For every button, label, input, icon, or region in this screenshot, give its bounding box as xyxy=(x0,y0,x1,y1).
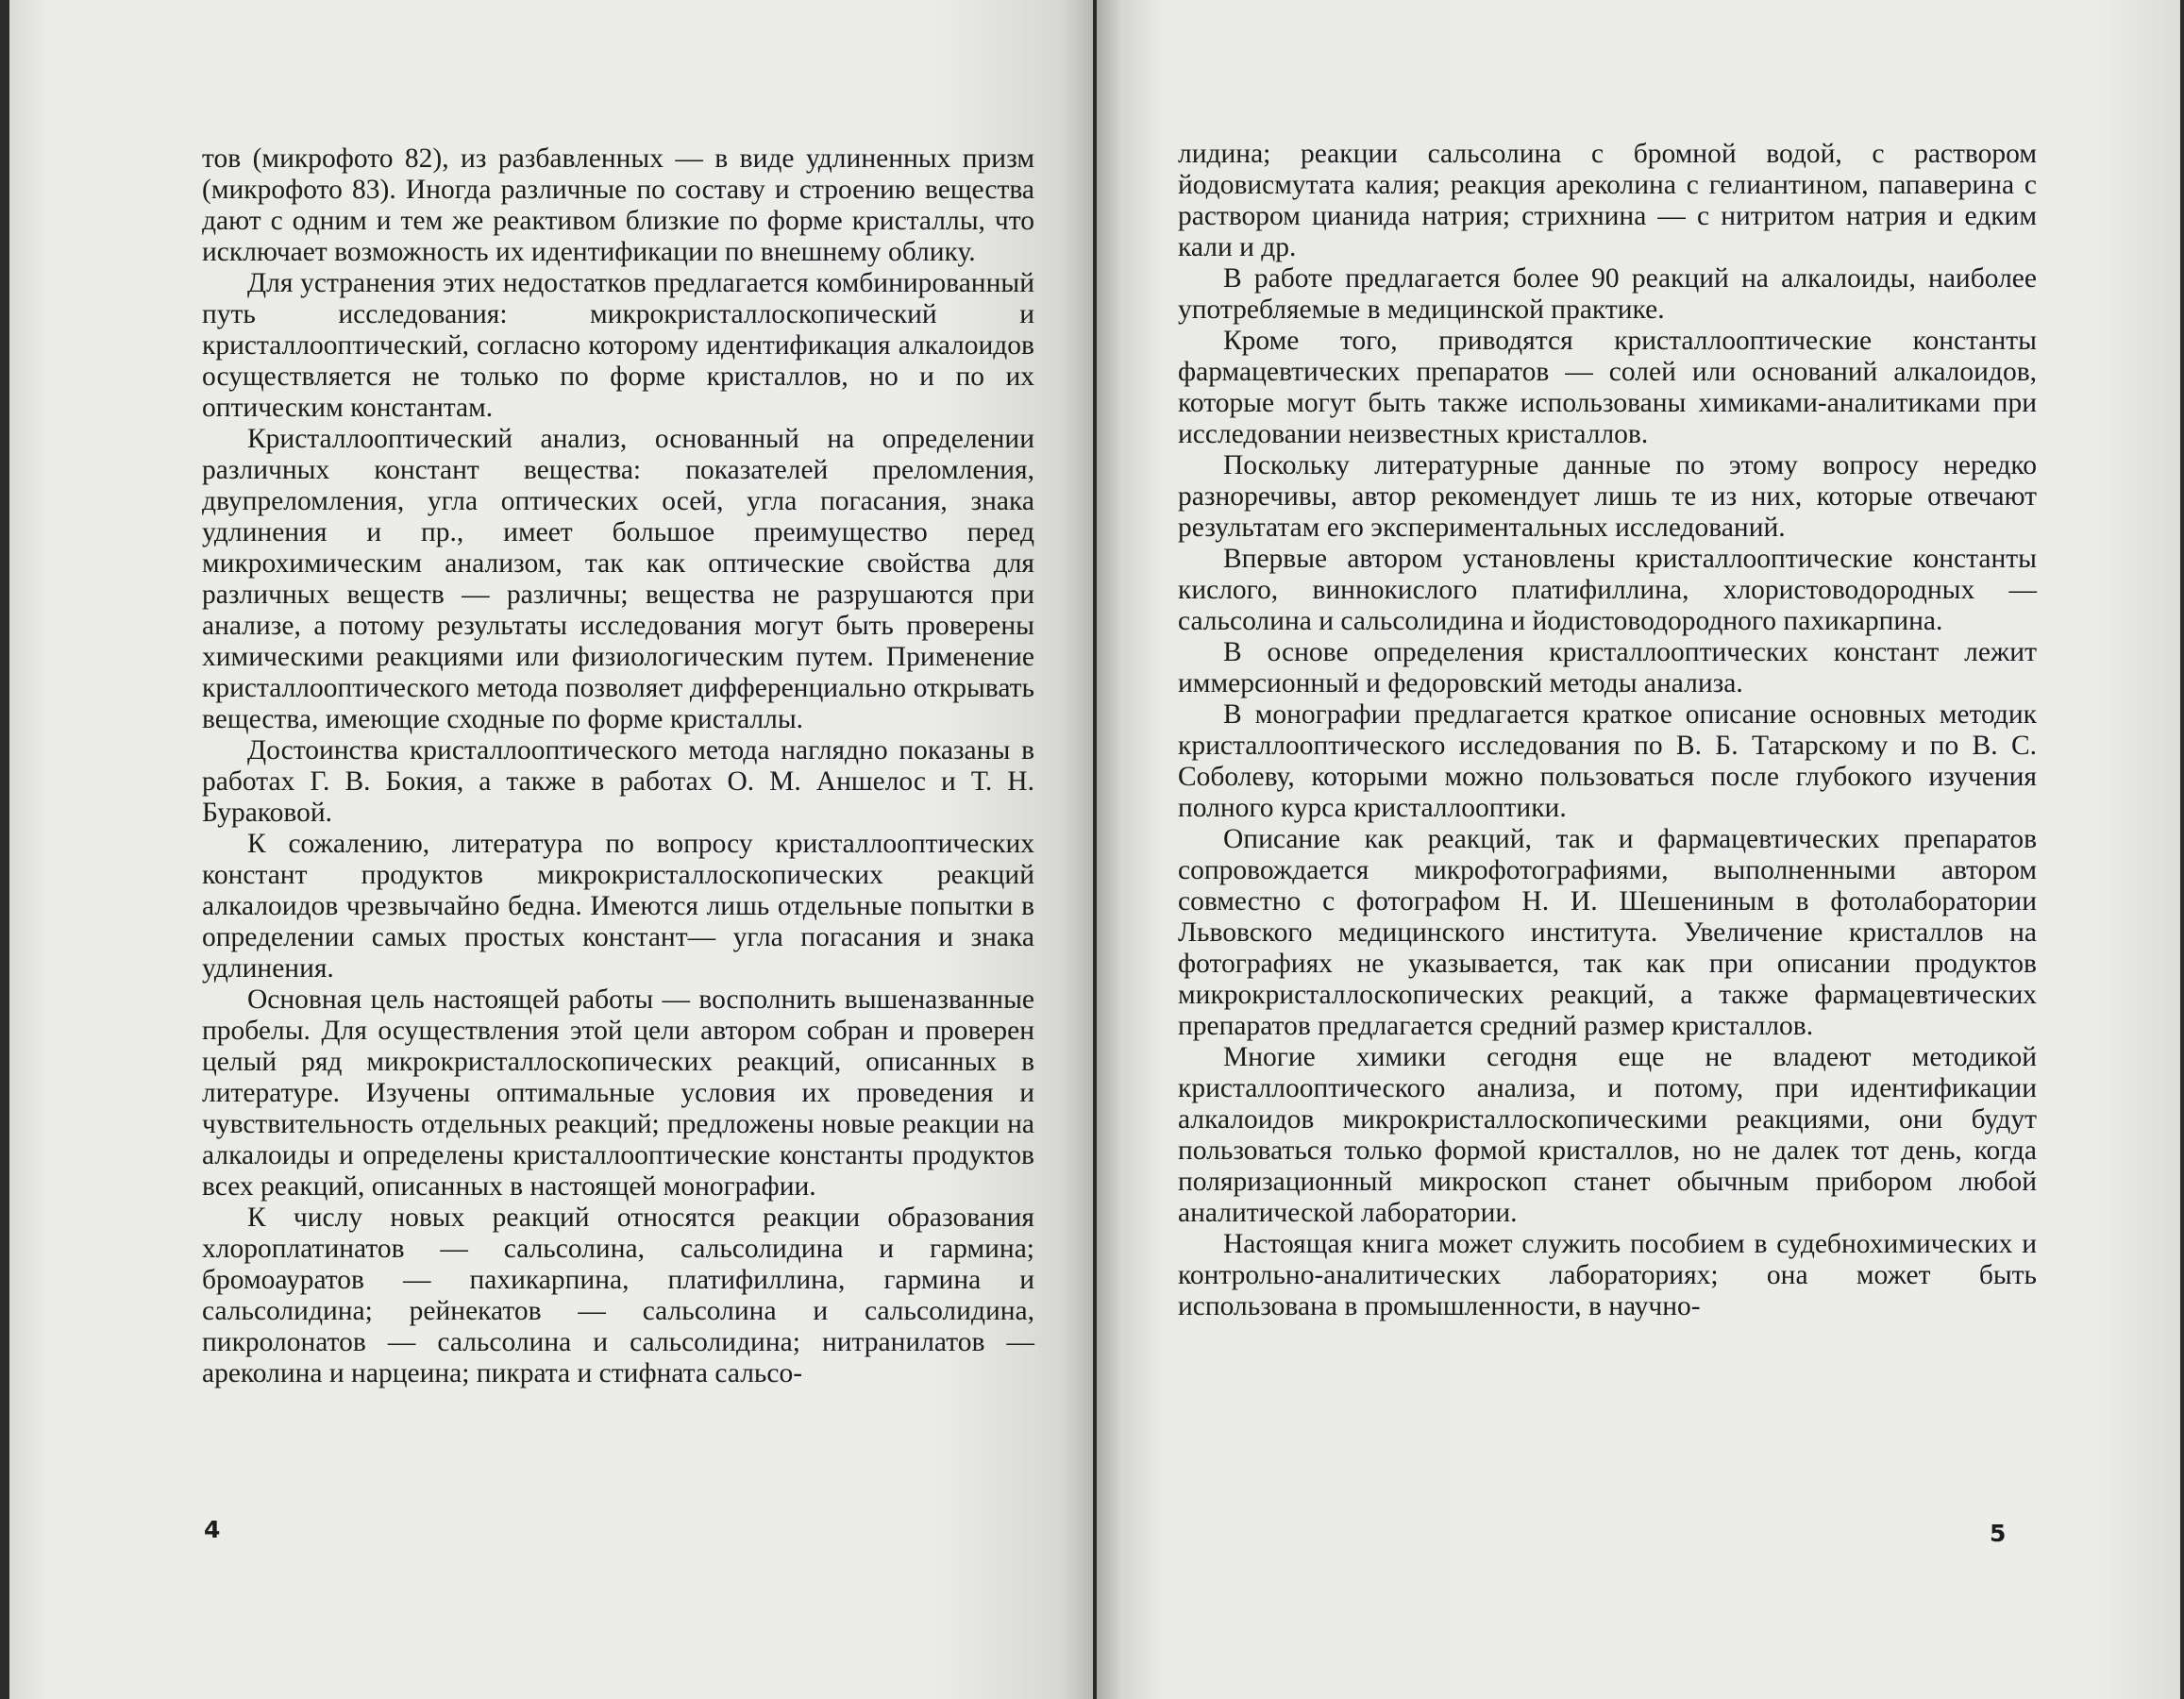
paragraph: Настоящая книга может служить пособием в судебнохимических и контрольно-аналитических лабораториях; она может быть использована в промышленности, в научно- xyxy=(1178,1229,2037,1321)
paragraph: Кроме того, приводятся кристаллооптические константы фармацевтических препаратов — солей или оснований алкалоидов, которые могут быть также использованы химиками-аналитиками при исследовании неизвестных кристаллов. xyxy=(1178,326,2037,449)
paragraph: Достоинства кристаллооптического метода наглядно показаны в работах Г. В. Бокия, а также в работах О. М. Аншелос и Т. Н. Бураковой. xyxy=(202,735,1034,828)
page-number-right: 5 xyxy=(1990,1520,2007,1547)
right-page-text xyxy=(1178,139,2037,1322)
paragraph: Поскольку литературные данные по этому вопросу нередко разноречивы, автор рекомендует лишь те из них, которые отвечают результатам его экспериментальных исследований. xyxy=(1178,450,2037,543)
left-page xyxy=(9,0,1093,1699)
paragraph: Впервые автором установлены кристаллооптические константы кислого, виннокислого платифиллина, хлористоводородных — сальсолина и сальсолидина и йодистоводородного пахикарпина. xyxy=(1178,544,2037,636)
paragraph: В монографии предлагается краткое описание основных методик кристаллооптического исследования по В. Б. Татарскому и по В. С. Соболеву, которыми можно пользоваться после глубокого изучения полного курса кристаллооптики. xyxy=(1178,699,2037,823)
page-number-left: 4 xyxy=(204,1516,221,1543)
paragraph: В работе предлагается более 90 реакций на алкалоиды, наиболее употребляемые в медицинской практике. xyxy=(1178,263,2037,325)
paragraph: К сожалению, литература по вопросу кристаллооптических констант продуктов микрокристаллоскопических реакций алкалоидов чрезвычайно бедна. Имеются лишь отдельные попытки в определении самых простых констант— угла погасания и знака удлинения. xyxy=(202,829,1034,984)
right-page xyxy=(1097,0,2180,1699)
paragraph: Основная цель настоящей работы — восполнить вышеназванные пробелы. Для осуществления этой цели автором собран и проверен целый ряд микрокристаллоскопических реакций, описанных в литературе. Изучены оптимальные условия их проведения и чувствительность отдельных реакций; предложены новые реакции на алкалоиды и определены кристаллооптические константы продуктов всех реакций, описанных в настоящей монографии. xyxy=(202,984,1034,1202)
paragraph: Многие химики сегодня еще не владеют методикой кристаллооптического анализа, и потому, при идентификации алкалоидов микрокристаллоскопическими реакциями, они будут пользоваться только формой кристаллов, но не далек тот день, когда поляризационный микроскоп станет обычным прибором любой аналитической лаборатории. xyxy=(1178,1042,2037,1228)
paragraph: Для устранения этих недостатков предлагается комбинированный путь исследования: микрокристаллоскопический и кристаллооптический, согласно которому идентификация алкалоидов осуществляется не только по форме кристаллов, но и по их оптическим константам. xyxy=(202,268,1034,423)
paragraph: лидина; реакции сальсолина с бромной водой, с раствором йодовисмутата калия; реакция ареколина с гелиантином, папаверина с раствором цианида натрия; стрихнина — с нитритом натрия и едким кали и др. xyxy=(1178,139,2037,262)
paragraph: Кристаллооптический анализ, основанный на определении различных констант вещества: показателей преломления, двупреломления, угла оптических осей, угла погасания, знака удлинения и пр., имеет большое преимущество перед микрохимическим анализом, так как оптические свойства для различных веществ — различны; вещества не разрушаются при анализе, а потому результаты исследования могут быть проверены химическими реакциями или физиологическим путем. Применение кристаллооптического метода позволяет дифференциально открывать вещества, имеющие сходные по форме кристаллы. xyxy=(202,424,1034,734)
paragraph: Описание как реакций, так и фармацевтических препаратов сопровождается микрофотографиями, выполненными автором совместно с фотографом Н. И. Шешениным в фотолаборатории Львовского медицинского института. Увеличение кристаллов на фотографиях не указывается, так как при описании продуктов микрокристаллоскопических реакций, а также фармацевтических препаратов предлагается средний размер кристаллов. xyxy=(1178,824,2037,1041)
paragraph: К числу новых реакций относятся реакции образования хлороплатинатов — сальсолина, сальсолидина и гармина; бромоауратов — пахикарпина, платифиллина, гармина и сальсолидина; рейнекатов — сальсолина и сальсолидина, пикролонатов — сальсолина и сальсолидина; нитранилатов — ареколина и нарцеина; пикрата и стифната сальсо- xyxy=(202,1203,1034,1388)
paragraph: тов (микрофото 82), из разбавленных — в виде удлиненных призм (микрофото 83). Иногда различные по составу и строению вещества дают с одним и тем же реактивом близкие по форме кристаллы, что исключает возможность их идентификации по внешнему облику. xyxy=(202,143,1034,267)
paragraph: В основе определения кристаллооптических констант лежит иммерсионный и федоровский методы анализа. xyxy=(1178,637,2037,698)
left-page-text xyxy=(202,143,1034,1389)
